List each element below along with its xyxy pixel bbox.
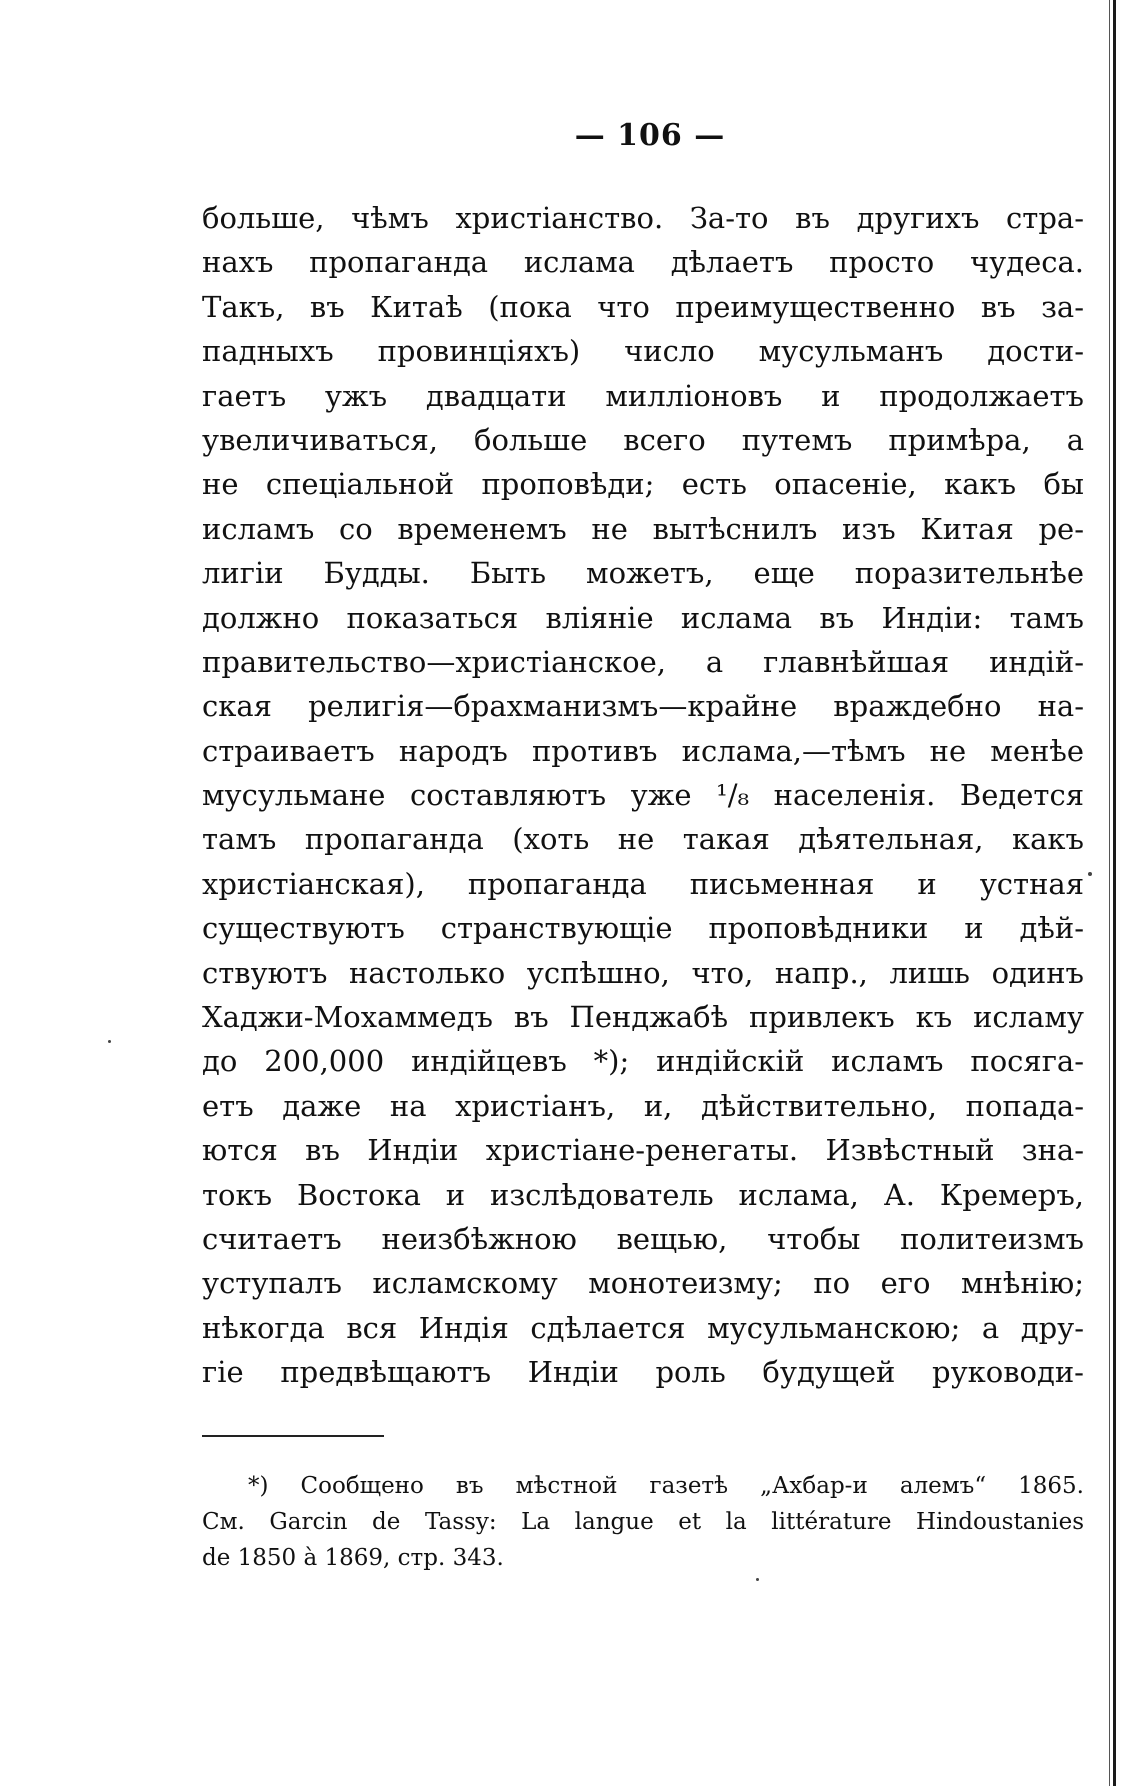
footnote-separator: [202, 1435, 384, 1437]
footnote-block: [202, 1468, 1084, 1576]
text-line: до 200,000 индійцевъ *); индійскій исламъ посяга-: [202, 1044, 1084, 1079]
text-line: тамъ пропаганда (хоть не такая дѣятельная, какъ: [202, 822, 1084, 857]
text-line: нахъ пропаганда ислама дѣлаетъ просто чудеса.: [202, 245, 1084, 280]
page-number: — 106 —: [574, 118, 726, 153]
text-line: ская религія—брахманизмъ—крайне враждебно на-: [202, 689, 1084, 724]
page-edge-border: [1113, 0, 1116, 1786]
text-line: должно показаться вліяніе ислама въ Индіи: тамъ: [202, 600, 1084, 635]
text-line: етъ даже на христіанъ, и, дѣйствительно, попада-: [202, 1088, 1084, 1123]
text-line: не спеціальной проповѣди; есть опасеніе, какъ бы: [202, 467, 1084, 502]
text-line: правительство—христіанское, а главнѣйшая индій-: [202, 644, 1084, 679]
print-speck: [108, 1040, 111, 1043]
page-edge-inner-line: [1109, 0, 1110, 1786]
text-line: Такъ, въ Китаѣ (пока что преимущественно въ за-: [202, 289, 1084, 324]
text-line: считаетъ неизбѣжною вещью, чтобы политеизмъ: [202, 1221, 1084, 1256]
text-line: существуютъ странствующіе проповѣдники и дѣй-: [202, 911, 1084, 946]
text-line: Хаджи-Мохаммедъ въ Пенджабѣ привлекъ къ исламу: [202, 1000, 1084, 1035]
text-line: нѣкогда вся Индія сдѣлается мусульманскою; а дру-: [202, 1310, 1084, 1345]
text-line: мусульмане составляютъ уже ¹/₈ населенія. Ведется: [202, 778, 1084, 813]
text-line: страиваетъ народъ противъ ислама,—тѣмъ не менѣе: [202, 733, 1084, 768]
text-line: христіанская), пропаганда письменная и устная: [202, 866, 1084, 901]
footnote-line: *) Сообщено въ мѣстной газетѣ „Ахбар-и алемъ“ 1865.: [248, 1473, 1084, 1499]
text-line: увеличиваться, больше всего путемъ примѣра, а: [202, 422, 1084, 457]
text-line: исламъ со временемъ не вытѣснилъ изъ Китая ре-: [202, 511, 1084, 546]
text-line: токъ Востока и изслѣдователь ислама, А. Кремеръ,: [202, 1177, 1084, 1212]
main-text-block: [202, 196, 1084, 1395]
print-speck: [756, 1578, 759, 1581]
text-line: ствуютъ настолько успѣшно, что, напр., лишь одинъ: [202, 955, 1084, 990]
text-line: уступалъ исламскому монотеизму; по его мнѣнію;: [202, 1266, 1084, 1301]
text-line: лигіи Будды. Быть можетъ, еще поразительнѣе: [202, 556, 1084, 591]
footnote-line: См. Garcin de Tassy: La langue et la littérature Hindoustanies: [202, 1509, 1084, 1535]
footnote-line: de 1850 à 1869, стр. 343.: [202, 1545, 504, 1571]
text-line: ются въ Индіи христіане-ренегаты. Извѣстный зна-: [202, 1133, 1084, 1168]
text-line: больше, чѣмъ христіанство. За-то въ другихъ стра-: [202, 201, 1084, 235]
print-speck: [1088, 872, 1092, 876]
text-line: падныхъ провинціяхъ) число мусульманъ дости-: [202, 334, 1084, 369]
text-line: гаетъ ужъ двадцати милліоновъ и продолжаетъ: [202, 378, 1084, 413]
text-line: гіе предвѣщаютъ Индіи роль будущей руководи-: [202, 1355, 1084, 1390]
